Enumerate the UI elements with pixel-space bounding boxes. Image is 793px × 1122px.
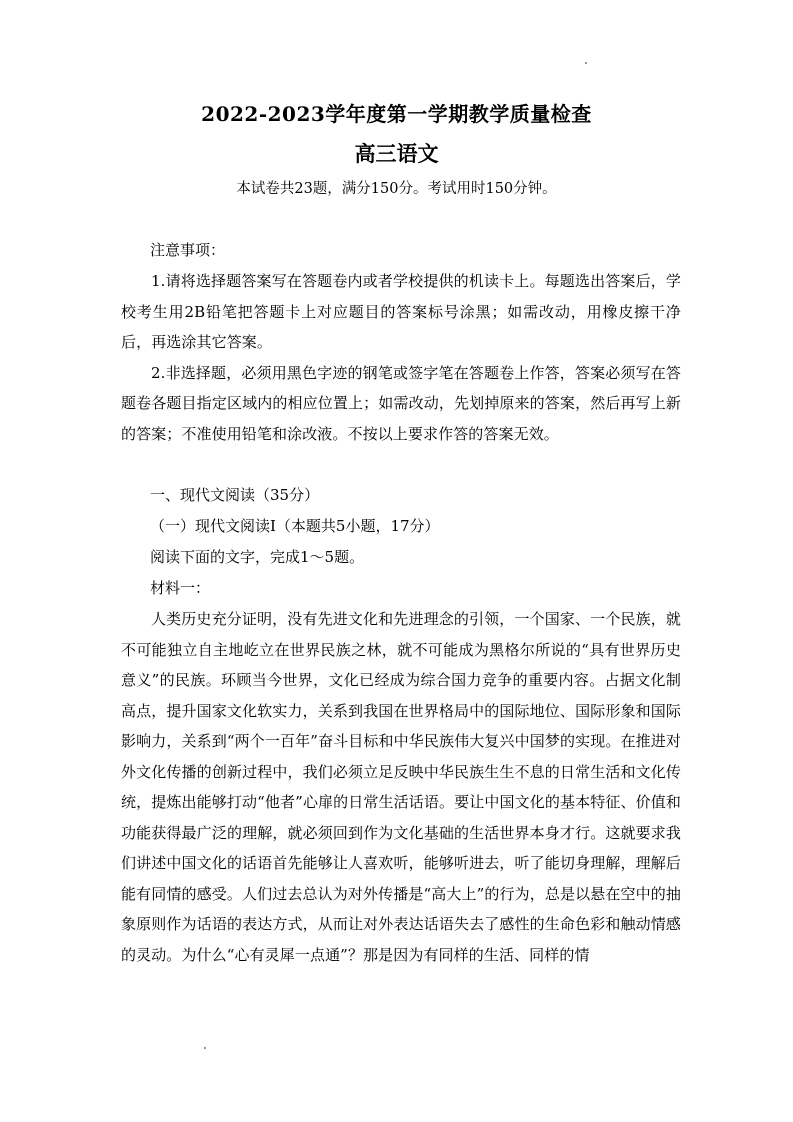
material-label: 材料一： — [150, 579, 211, 597]
note-item: 1.请将选择题答案写在答题卷内或者学校提供的机读卡上。每题选出答案后，学校考生用2B铅笔把答题卡上对应题目的答案标号涂黑；如需改动，用橡皮擦干净后，再选涂其它答案。 — [121, 272, 681, 351]
note-item: 2.非选择题，必须用黑色字迹的钢笔或签字笔在答题卷上作答，答案必须写在答题卷各题目指定区域内的相应位置上；如需改动，先划掉原来的答案，然后再写上新的答案；不准使用铅笔和涂改液。不按以上要求作答的答案无效。 — [121, 363, 681, 443]
notes-heading: 注意事项： — [150, 241, 226, 259]
passage-text: 人类历史充分证明，没有先进文化和先进理念的引领，一个国家、一个民族，就不可能独立自主地屹立在世界民族之林，就不可能成为黑格尔所说的“具有世界历史意义”的民族。环顾当今世界，文化已经成为综合国力竞争的重要内容。占据文化制高点，提升国家文化软实力，关系到我国在世界格局中的国际地位、国际形象和国际影响力，关系到“两个一百年”奋斗目标和中华民族伟大复兴中国梦的实现。在推进对外文化传播的创新过程中，我们必须立足反映中华民族生生不息的日常生活和文化传统，提炼出能够打动“他者”心扉的日常生活话语。要让中国文化的基本特征、价值和功能获得最广泛的理解，就必须回到作为文化基础的生活世界本身才行。这就要求我们讲述中国文化的话语首先能够让人喜欢听，能够听进去，听了能切身理解，理解后能有同情的感受。人们过去总认为对外传播是“高大上”的行为，总是以悬在空中的抽象原则作为话语的表达方式，从而让对外表达话语失去了感性的生命色彩和触动情感的灵动。为什么“心有灵犀一点通”？那是因为有同样的生活、同样的情 — [121, 610, 681, 964]
section-heading: 一、现代文阅读（35分） — [150, 486, 320, 504]
scan-dot-top — [585, 62, 587, 64]
exam-info: 本试卷共23题，满分150分。考试用时150分钟。 — [236, 181, 557, 197]
exam-subject: 高三语文 — [354, 141, 439, 166]
sub-section-heading: （一）现代文阅读Ⅰ（本题共5小题，17分） — [150, 517, 440, 535]
scan-dot-bottom — [204, 1047, 206, 1049]
reading-instruction: 阅读下面的文字，完成1～5题。 — [150, 548, 365, 566]
passage-material-1 — [121, 604, 681, 1015]
notes-list — [121, 266, 681, 449]
exam-title: 2022-2023学年度第一学期教学质量检查 — [201, 102, 592, 126]
